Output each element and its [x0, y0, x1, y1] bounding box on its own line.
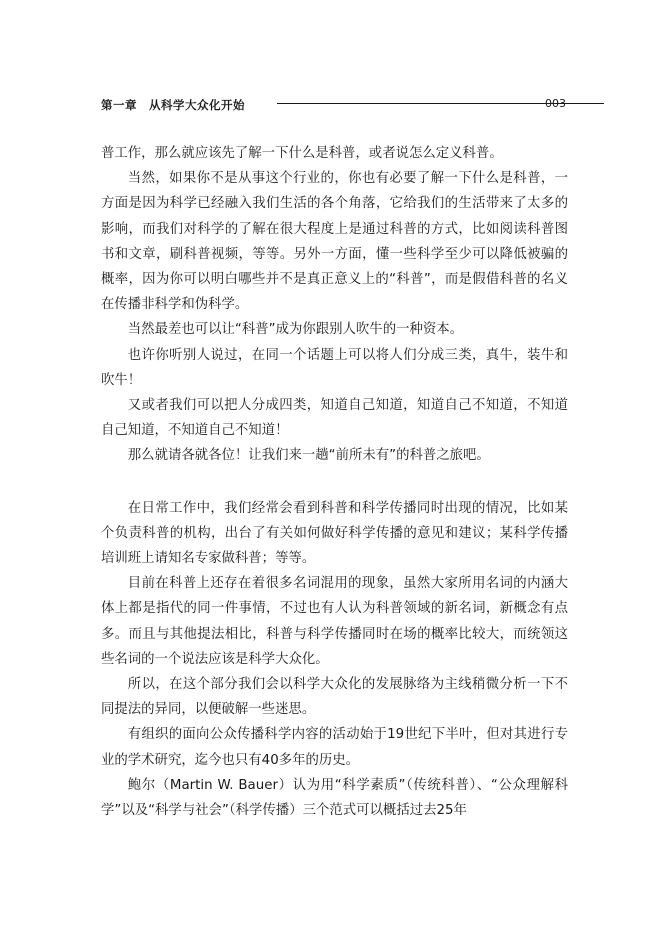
paragraph: 在日常工作中，我们经常会看到科普和科学传播同时出现的情况，比如某个负责科普的机构，出台了有关如何做好科学传播的意见和建议；某科学传播培训班上请知名专家做科普；等等。 [101, 500, 568, 567]
paragraph: 目前在科普上还存在着很多名词混用的现象，虽然大家所用名词的内涵大体上都是指代的同一件事情，不过也有人认为科普领域的新名词，新概念有点多。而且与其他提法相比，科普与科学传播同时在场的概率比较大，而统领这些名词的一个说法应该是科学大众化。 [101, 576, 568, 667]
paragraph: 有组织的面向公众传播科学内容的活动始于19世纪下半叶，但对其进行专业的学术研究，迄今也只有40多年的历史。 [101, 727, 568, 768]
paragraph: 所以，在这个部分我们会以科学大众化的发展脉络为主线稍微分析一下不同提法的异同，以便破解一些迷思。 [101, 677, 568, 718]
page-number: 003 [545, 97, 566, 110]
body-text [101, 141, 568, 823]
paragraph: 当然，如果你不是从事这个行业的，你也有必要了解一下什么是科普，一方面是因为科学已经融入我们生活的各个角落，它给我们的生活带来了太多的影响，而我们对科学的了解在很大程度上是通过科普的方式，比如阅读科普图书和文章，刷科普视频，等等。另外一方面，懂一些科学至少可以降低被骗的概率，因为你可以明白哪些并不是真正意义上的“科普”，而是假借科普的名义在传播非科学和伪科学。 [101, 171, 568, 313]
paragraph: 那么就请各就各位！让我们来一趟“前所未有”的科普之旅吧。 [127, 448, 490, 464]
paragraph: 也许你听别人说过，在同一个话题上可以将人们分成三类，真牛，装牛和吹牛！ [101, 347, 568, 388]
paragraph: 当然最差也可以让“科普”成为你跟别人吹牛的一种资本。 [127, 322, 464, 338]
paragraph: 普工作，那么就应该先了解一下什么是科普，或者说怎么定义科普。 [101, 146, 503, 161]
paragraph: 鲍尔（Martin W. Bauer）认为用“科学素质”（传统科普）、“公众理解科学”以及“科学与社会”（科学传播）三个范式可以概括过去25年 [101, 777, 568, 819]
paragraph: 又或者我们可以把人分成四类，知道自己知道，知道自己不知道，不知道自己知道，不知道自己不知道！ [101, 398, 568, 439]
running-header [101, 97, 566, 115]
section-break [101, 469, 568, 496]
chapter-title: 第一章 从科学大众化开始 [101, 98, 245, 112]
